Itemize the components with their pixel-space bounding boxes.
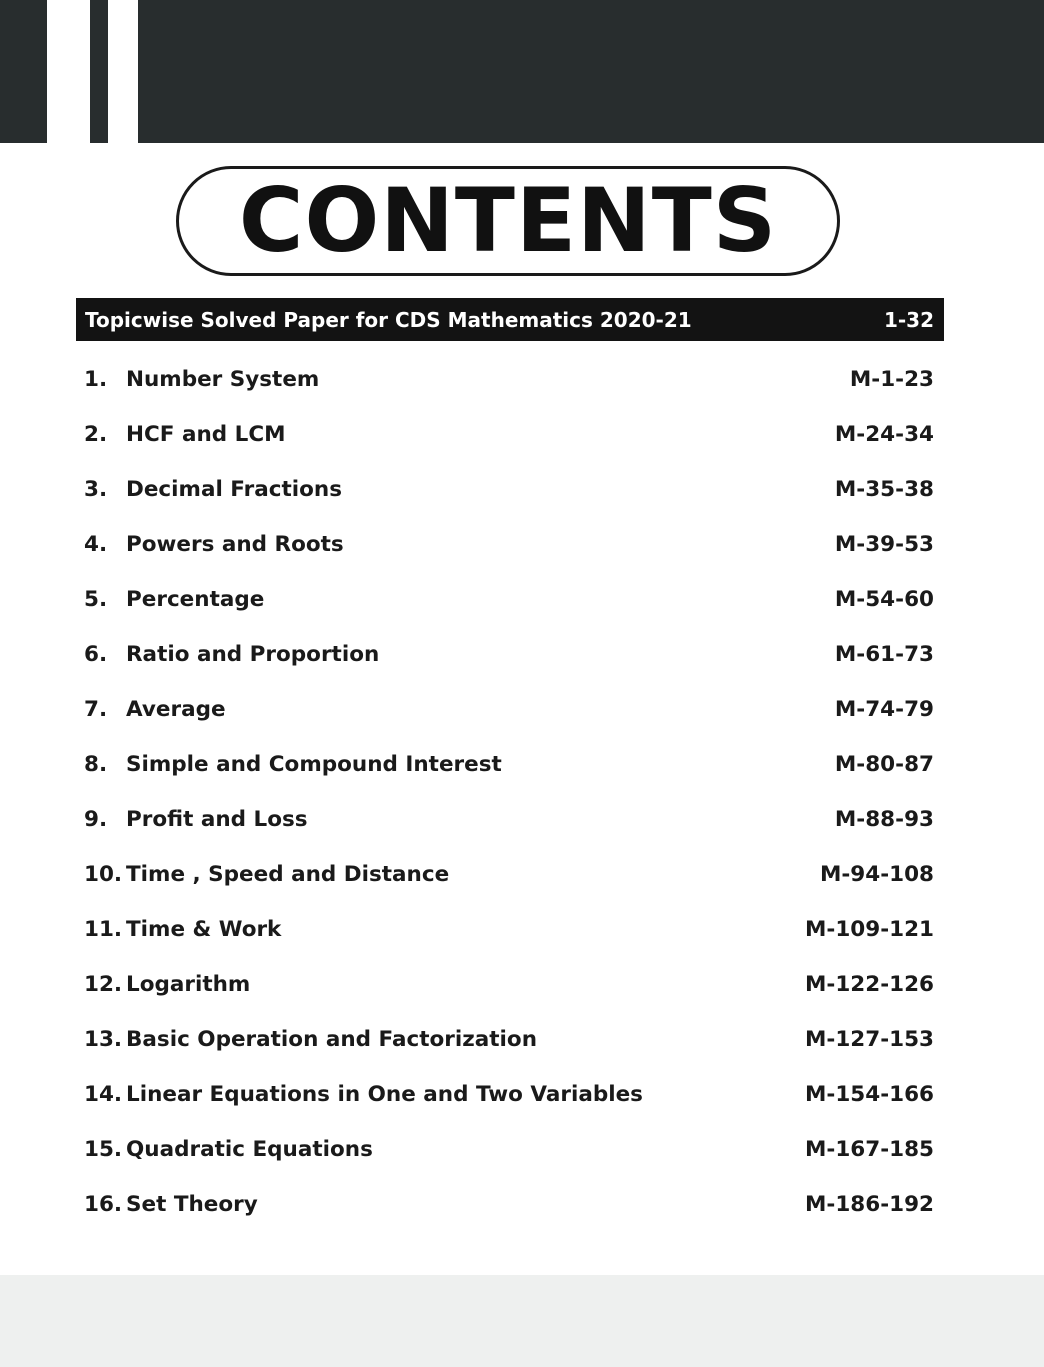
toc-entry [84, 627, 934, 682]
chapter-number: 14. [84, 1082, 123, 1107]
toc-entry [84, 352, 934, 407]
chapter-number: 12. [84, 972, 123, 997]
chapter-title: Number System [126, 367, 320, 392]
top-banner [0, 0, 1044, 143]
chapter-pages: M-186-192 [805, 1192, 934, 1217]
chapter-title: Basic Operation and Factorization [126, 1027, 537, 1052]
chapter-number: 3. [84, 477, 108, 502]
chapter-pages: M-127-153 [805, 1027, 934, 1052]
chapter-title: Percentage [126, 587, 265, 612]
toc-entry [84, 407, 934, 462]
chapter-pages: M-74-79 [834, 697, 934, 722]
chapter-pages: M-61-73 [834, 642, 934, 667]
toc-entry [84, 847, 934, 902]
chapter-pages: M-80-87 [834, 752, 934, 777]
contents-title-frame [176, 166, 840, 276]
chapter-title: Quadratic Equations [126, 1137, 373, 1162]
chapter-pages: M-88-93 [834, 807, 934, 832]
banner-stripe [47, 0, 90, 143]
toc-entry [84, 1067, 934, 1122]
chapter-title: Simple and Compound Interest [126, 752, 502, 777]
banner-stripe [108, 0, 138, 143]
chapter-title: HCF and LCM [126, 422, 286, 447]
chapter-number: 10. [84, 862, 123, 887]
toc-entry [84, 792, 934, 847]
chapter-number: 11. [84, 917, 123, 942]
chapter-title: Time , Speed and Distance [126, 862, 450, 887]
chapter-pages: M-24-34 [834, 422, 934, 447]
chapter-title: Ratio and Proportion [126, 642, 380, 667]
chapter-pages: M-94-108 [819, 862, 934, 887]
section-header-title: Topicwise Solved Paper for CDS Mathematics 2020-21 [85, 307, 692, 332]
chapter-number: 16. [84, 1192, 123, 1217]
toc-entry [84, 682, 934, 737]
chapter-pages: M-122-126 [805, 972, 934, 997]
chapter-number: 8. [84, 752, 108, 777]
chapter-pages: M-109-121 [805, 917, 934, 942]
chapter-number: 15. [84, 1137, 123, 1162]
toc-entry [84, 1122, 934, 1177]
chapter-number: 1. [84, 367, 108, 392]
toc-entry [84, 1177, 934, 1232]
chapter-number: 4. [84, 532, 108, 557]
chapter-title: Set Theory [126, 1192, 258, 1217]
toc-entry [84, 957, 934, 1012]
toc-entry [84, 737, 934, 792]
chapter-title: Profit and Loss [126, 807, 308, 832]
chapter-number: 2. [84, 422, 108, 447]
chapter-pages: M-35-38 [834, 477, 934, 502]
chapter-title: Logarithm [126, 972, 251, 997]
chapter-number: 9. [84, 807, 108, 832]
chapter-pages: M-39-53 [834, 532, 934, 557]
section-header-pages: 1-32 [883, 307, 934, 332]
chapter-title: Powers and Roots [126, 532, 344, 557]
chapter-title: Decimal Fractions [126, 477, 342, 502]
toc-entry [84, 517, 934, 572]
bottom-band [0, 1275, 1044, 1367]
chapter-number: 7. [84, 697, 108, 722]
section-header-bar [76, 298, 944, 341]
chapter-pages: M-1-23 [849, 367, 934, 392]
chapter-number: 5. [84, 587, 108, 612]
chapter-title: Average [126, 697, 226, 722]
toc-entry [84, 902, 934, 957]
toc-entry [84, 572, 934, 627]
toc-entry [84, 1012, 934, 1067]
chapter-number: 13. [84, 1027, 123, 1052]
chapter-pages: M-54-60 [834, 587, 934, 612]
chapter-pages: M-154-166 [805, 1082, 934, 1107]
chapter-title: Linear Equations in One and Two Variables [126, 1082, 643, 1107]
chapter-number: 6. [84, 642, 108, 667]
page-title: CONTENTS [238, 169, 778, 272]
table-of-contents [84, 352, 934, 1232]
toc-entry [84, 462, 934, 517]
chapter-title: Time & Work [126, 917, 282, 942]
chapter-pages: M-167-185 [805, 1137, 934, 1162]
